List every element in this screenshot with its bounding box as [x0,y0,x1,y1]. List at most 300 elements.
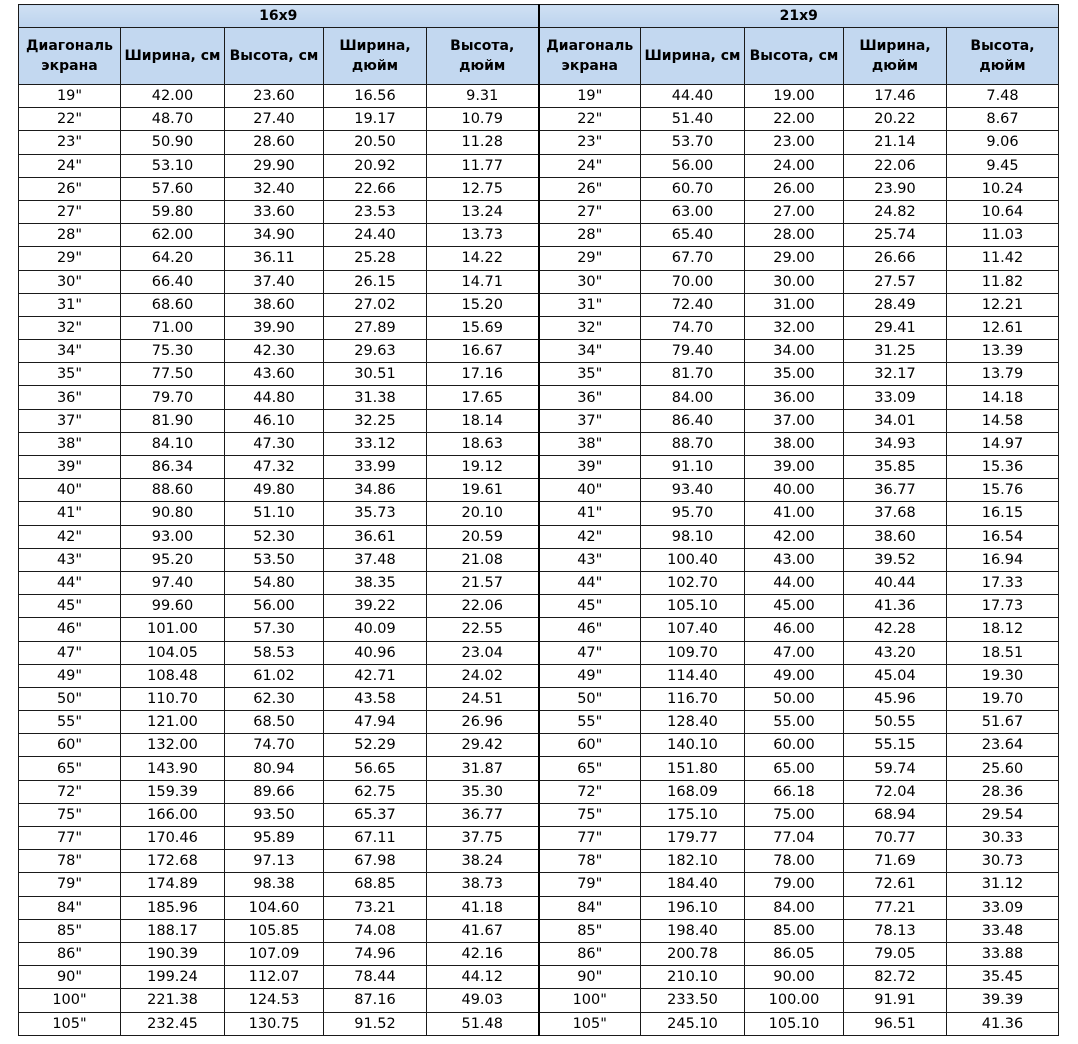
cell-width-inch: 25.74 [844,224,947,247]
cell-height-inch: 28.36 [947,780,1059,803]
cell-height-inch: 12.75 [427,177,539,200]
cell-width-inch: 91.52 [324,1012,427,1035]
table-row [19,989,1059,1012]
cell-width-cm: 77.50 [121,363,225,386]
cell-width-inch: 29.41 [844,316,947,339]
table-row [19,409,1059,432]
cell-width-inch: 50.55 [844,711,947,734]
cell-width-inch: 78.44 [324,966,427,989]
cell-diagonal: 35" [19,363,121,386]
cell-height-inch: 10.24 [947,177,1059,200]
cell-height-cm: 43.60 [225,363,324,386]
cell-height-inch: 11.77 [427,154,539,177]
cell-diagonal: 105" [539,1012,641,1035]
cell-width-cm: 109.70 [641,641,745,664]
cell-height-inch: 15.69 [427,316,539,339]
cell-width-cm: 190.39 [121,942,225,965]
cell-height-inch: 51.48 [427,1012,539,1035]
cell-height-inch: 17.73 [947,595,1059,618]
cell-height-cm: 44.80 [225,386,324,409]
cell-height-inch: 16.94 [947,548,1059,571]
table-row [19,757,1059,780]
cell-width-cm: 44.40 [641,85,745,108]
cell-width-cm: 81.90 [121,409,225,432]
cell-height-cm: 37.00 [745,409,844,432]
cell-height-cm: 31.00 [745,293,844,316]
cell-width-inch: 77.21 [844,896,947,919]
cell-width-inch: 40.44 [844,571,947,594]
cell-height-cm: 29.90 [225,154,324,177]
table-row [19,780,1059,803]
cell-width-inch: 42.71 [324,664,427,687]
cell-height-cm: 112.07 [225,966,324,989]
cell-width-inch: 45.04 [844,664,947,687]
cell-diagonal: 46" [19,618,121,641]
cell-width-inch: 67.98 [324,850,427,873]
cell-height-cm: 46.00 [745,618,844,641]
cell-height-inch: 26.96 [427,711,539,734]
cell-height-cm: 24.00 [745,154,844,177]
cell-width-inch: 23.90 [844,177,947,200]
cell-diagonal: 42" [19,525,121,548]
cell-height-inch: 42.16 [427,942,539,965]
cell-height-inch: 15.36 [947,456,1059,479]
table-row [19,942,1059,965]
cell-height-inch: 18.14 [427,409,539,432]
cell-width-cm: 98.10 [641,525,745,548]
cell-diagonal: 23" [539,131,641,154]
cell-width-inch: 38.60 [844,525,947,548]
table-row [19,664,1059,687]
cell-diagonal: 72" [539,780,641,803]
cell-height-cm: 38.60 [225,293,324,316]
cell-width-cm: 200.78 [641,942,745,965]
group-21x9: 21x9 [539,5,1059,28]
cell-diagonal: 36" [19,386,121,409]
cell-diagonal: 55" [19,711,121,734]
cell-height-cm: 19.00 [745,85,844,108]
cell-diagonal: 46" [539,618,641,641]
cell-diagonal: 55" [539,711,641,734]
cell-width-cm: 179.77 [641,827,745,850]
table-row [19,966,1059,989]
cell-width-inch: 20.50 [324,131,427,154]
cell-height-inch: 38.73 [427,873,539,896]
cell-width-cm: 67.70 [641,247,745,270]
cell-height-cm: 38.00 [745,432,844,455]
table-row [19,316,1059,339]
cell-height-inch: 21.57 [427,571,539,594]
cell-height-cm: 52.30 [225,525,324,548]
col-height-inch: Высота, дюйм [427,28,539,85]
cell-diagonal: 75" [19,803,121,826]
cell-width-inch: 40.09 [324,618,427,641]
table-row [19,548,1059,571]
cell-height-inch: 35.30 [427,780,539,803]
col-width-inch: Ширина, дюйм [844,28,947,85]
cell-width-inch: 32.25 [324,409,427,432]
cell-diagonal: 30" [539,270,641,293]
cell-height-cm: 35.00 [745,363,844,386]
cell-height-cm: 49.00 [745,664,844,687]
cell-diagonal: 47" [19,641,121,664]
cell-width-inch: 27.57 [844,270,947,293]
table-row [19,200,1059,223]
cell-width-inch: 37.48 [324,548,427,571]
cell-width-cm: 48.70 [121,108,225,131]
cell-height-inch: 51.67 [947,711,1059,734]
cell-height-inch: 23.64 [947,734,1059,757]
cell-width-inch: 72.61 [844,873,947,896]
cell-diagonal: 41" [19,502,121,525]
cell-diagonal: 49" [19,664,121,687]
cell-height-cm: 100.00 [745,989,844,1012]
cell-width-inch: 82.72 [844,966,947,989]
cell-height-inch: 44.12 [427,966,539,989]
cell-height-cm: 33.60 [225,200,324,223]
cell-height-cm: 34.90 [225,224,324,247]
cell-width-inch: 40.96 [324,641,427,664]
cell-width-cm: 75.30 [121,340,225,363]
cell-diagonal: 105" [19,1012,121,1035]
cell-width-inch: 24.40 [324,224,427,247]
cell-diagonal: 90" [19,966,121,989]
cell-width-inch: 19.17 [324,108,427,131]
cell-diagonal: 24" [19,154,121,177]
table-row [19,479,1059,502]
cell-height-inch: 41.18 [427,896,539,919]
cell-width-inch: 17.46 [844,85,947,108]
cell-width-cm: 233.50 [641,989,745,1012]
cell-height-inch: 24.51 [427,687,539,710]
cell-width-inch: 96.51 [844,1012,947,1035]
table-row [19,896,1059,919]
cell-width-cm: 60.70 [641,177,745,200]
cell-width-inch: 22.06 [844,154,947,177]
cell-height-cm: 77.04 [745,827,844,850]
cell-width-inch: 71.69 [844,850,947,873]
cell-height-cm: 74.70 [225,734,324,757]
cell-diagonal: 75" [539,803,641,826]
cell-diagonal: 72" [19,780,121,803]
cell-height-inch: 14.71 [427,270,539,293]
cell-height-inch: 11.42 [947,247,1059,270]
col-diagonal: Диагональ экрана [539,28,641,85]
table-row [19,456,1059,479]
cell-width-cm: 71.00 [121,316,225,339]
cell-diagonal: 49" [539,664,641,687]
cell-diagonal: 35" [539,363,641,386]
cell-width-cm: 97.40 [121,571,225,594]
group-16x9: 16x9 [19,5,539,28]
cell-width-inch: 35.85 [844,456,947,479]
cell-width-cm: 175.10 [641,803,745,826]
cell-diagonal: 77" [539,827,641,850]
cell-height-cm: 89.66 [225,780,324,803]
cell-width-inch: 31.25 [844,340,947,363]
cell-width-cm: 64.20 [121,247,225,270]
cell-width-inch: 26.15 [324,270,427,293]
cell-width-cm: 196.10 [641,896,745,919]
cell-diagonal: 38" [19,432,121,455]
cell-width-inch: 31.38 [324,386,427,409]
cell-diagonal: 65" [539,757,641,780]
cell-width-inch: 27.89 [324,316,427,339]
cell-width-inch: 45.96 [844,687,947,710]
cell-diagonal: 50" [539,687,641,710]
cell-width-cm: 88.70 [641,432,745,455]
cell-height-cm: 44.00 [745,571,844,594]
cell-height-cm: 130.75 [225,1012,324,1035]
cell-height-inch: 33.88 [947,942,1059,965]
cell-width-inch: 70.77 [844,827,947,850]
cell-width-cm: 70.00 [641,270,745,293]
cell-diagonal: 39" [539,456,641,479]
cell-height-inch: 14.97 [947,432,1059,455]
cell-width-cm: 79.40 [641,340,745,363]
cell-width-cm: 56.00 [641,154,745,177]
cell-width-inch: 26.66 [844,247,947,270]
cell-height-cm: 105.10 [745,1012,844,1035]
cell-width-cm: 50.90 [121,131,225,154]
cell-height-inch: 9.45 [947,154,1059,177]
cell-width-cm: 184.40 [641,873,745,896]
cell-diagonal: 22" [539,108,641,131]
cell-width-inch: 73.21 [324,896,427,919]
cell-width-inch: 20.22 [844,108,947,131]
cell-width-inch: 22.66 [324,177,427,200]
cell-height-inch: 22.55 [427,618,539,641]
cell-diagonal: 86" [539,942,641,965]
cell-width-inch: 62.75 [324,780,427,803]
table-row [19,618,1059,641]
cell-height-inch: 19.30 [947,664,1059,687]
cell-height-inch: 49.03 [427,989,539,1012]
cell-width-inch: 55.15 [844,734,947,757]
cell-width-inch: 47.94 [324,711,427,734]
cell-height-inch: 33.48 [947,919,1059,942]
cell-height-cm: 45.00 [745,595,844,618]
cell-height-inch: 7.48 [947,85,1059,108]
cell-width-cm: 65.40 [641,224,745,247]
cell-height-cm: 53.50 [225,548,324,571]
cell-height-cm: 42.30 [225,340,324,363]
cell-width-cm: 62.00 [121,224,225,247]
cell-width-inch: 68.94 [844,803,947,826]
cell-height-cm: 93.50 [225,803,324,826]
cell-height-cm: 78.00 [745,850,844,873]
col-width-cm: Ширина, см [641,28,745,85]
cell-width-cm: 88.60 [121,479,225,502]
cell-height-cm: 56.00 [225,595,324,618]
cell-width-cm: 105.10 [641,595,745,618]
cell-height-inch: 19.61 [427,479,539,502]
table-row [19,827,1059,850]
group-header-row [19,5,1059,28]
cell-diagonal: 84" [19,896,121,919]
cell-height-cm: 68.50 [225,711,324,734]
cell-height-cm: 23.60 [225,85,324,108]
cell-diagonal: 32" [539,316,641,339]
cell-width-cm: 72.40 [641,293,745,316]
cell-width-cm: 42.00 [121,85,225,108]
table-row [19,1012,1059,1035]
cell-diagonal: 30" [19,270,121,293]
cell-diagonal: 40" [539,479,641,502]
cell-width-cm: 166.00 [121,803,225,826]
cell-width-inch: 28.49 [844,293,947,316]
cell-height-inch: 41.67 [427,919,539,942]
cell-width-cm: 99.60 [121,595,225,618]
cell-height-inch: 13.39 [947,340,1059,363]
cell-width-cm: 51.40 [641,108,745,131]
screen-size-table [18,4,1059,1036]
cell-width-cm: 232.45 [121,1012,225,1035]
cell-height-cm: 124.53 [225,989,324,1012]
cell-height-cm: 57.30 [225,618,324,641]
cell-height-cm: 39.00 [745,456,844,479]
cell-width-cm: 84.10 [121,432,225,455]
cell-width-inch: 36.61 [324,525,427,548]
size-table-container [18,4,1059,1036]
table-row [19,363,1059,386]
cell-width-cm: 188.17 [121,919,225,942]
cell-height-cm: 79.00 [745,873,844,896]
cell-height-inch: 38.24 [427,850,539,873]
cell-height-cm: 26.00 [745,177,844,200]
cell-height-cm: 95.89 [225,827,324,850]
cell-height-inch: 18.63 [427,432,539,455]
cell-width-inch: 74.08 [324,919,427,942]
cell-height-inch: 21.08 [427,548,539,571]
cell-width-cm: 95.70 [641,502,745,525]
table-row [19,919,1059,942]
cell-width-cm: 107.40 [641,618,745,641]
cell-width-inch: 87.16 [324,989,427,1012]
cell-height-cm: 62.30 [225,687,324,710]
table-row [19,340,1059,363]
cell-height-inch: 11.03 [947,224,1059,247]
table-row [19,177,1059,200]
cell-width-cm: 90.80 [121,502,225,525]
cell-width-inch: 39.22 [324,595,427,618]
cell-width-cm: 210.10 [641,966,745,989]
cell-height-cm: 46.10 [225,409,324,432]
cell-diagonal: 28" [19,224,121,247]
cell-height-cm: 66.18 [745,780,844,803]
table-row [19,154,1059,177]
cell-height-cm: 58.53 [225,641,324,664]
cell-height-inch: 16.54 [947,525,1059,548]
cell-width-inch: 42.28 [844,618,947,641]
cell-height-inch: 10.64 [947,200,1059,223]
cell-diagonal: 24" [539,154,641,177]
cell-width-cm: 100.40 [641,548,745,571]
cell-height-inch: 20.59 [427,525,539,548]
table-row [19,711,1059,734]
cell-width-cm: 143.90 [121,757,225,780]
cell-diagonal: 34" [19,340,121,363]
cell-diagonal: 26" [539,177,641,200]
cell-height-inch: 18.51 [947,641,1059,664]
cell-diagonal: 36" [539,386,641,409]
cell-height-cm: 80.94 [225,757,324,780]
cell-width-inch: 59.74 [844,757,947,780]
cell-height-cm: 32.00 [745,316,844,339]
cell-width-inch: 37.68 [844,502,947,525]
cell-height-inch: 18.12 [947,618,1059,641]
cell-width-inch: 33.99 [324,456,427,479]
cell-height-inch: 14.18 [947,386,1059,409]
cell-diagonal: 50" [19,687,121,710]
cell-width-cm: 59.80 [121,200,225,223]
cell-height-cm: 27.40 [225,108,324,131]
cell-diagonal: 65" [19,757,121,780]
table-row [19,525,1059,548]
cell-height-cm: 40.00 [745,479,844,502]
cell-width-cm: 199.24 [121,966,225,989]
cell-diagonal: 60" [19,734,121,757]
cell-width-cm: 79.70 [121,386,225,409]
cell-width-cm: 168.09 [641,780,745,803]
cell-height-inch: 22.06 [427,595,539,618]
cell-height-inch: 30.73 [947,850,1059,873]
cell-height-cm: 47.30 [225,432,324,455]
cell-height-inch: 12.21 [947,293,1059,316]
cell-height-inch: 11.82 [947,270,1059,293]
table-row [19,850,1059,873]
cell-height-cm: 32.40 [225,177,324,200]
cell-diagonal: 37" [19,409,121,432]
cell-diagonal: 47" [539,641,641,664]
cell-height-cm: 90.00 [745,966,844,989]
cell-height-inch: 24.02 [427,664,539,687]
cell-width-cm: 185.96 [121,896,225,919]
cell-width-inch: 21.14 [844,131,947,154]
cell-diagonal: 28" [539,224,641,247]
cell-diagonal: 31" [19,293,121,316]
cell-width-cm: 128.40 [641,711,745,734]
cell-height-inch: 8.67 [947,108,1059,131]
cell-diagonal: 23" [19,131,121,154]
cell-width-inch: 43.20 [844,641,947,664]
cell-diagonal: 90" [539,966,641,989]
cell-diagonal: 86" [19,942,121,965]
cell-height-cm: 98.38 [225,873,324,896]
cell-height-cm: 85.00 [745,919,844,942]
column-header-row [19,28,1059,85]
cell-diagonal: 100" [539,989,641,1012]
cell-diagonal: 27" [539,200,641,223]
cell-height-cm: 107.09 [225,942,324,965]
cell-width-inch: 43.58 [324,687,427,710]
cell-height-inch: 37.75 [427,827,539,850]
cell-diagonal: 85" [19,919,121,942]
cell-height-inch: 15.76 [947,479,1059,502]
cell-diagonal: 19" [19,85,121,108]
cell-diagonal: 60" [539,734,641,757]
cell-height-inch: 20.10 [427,502,539,525]
cell-width-cm: 95.20 [121,548,225,571]
cell-height-inch: 14.58 [947,409,1059,432]
table-row [19,293,1059,316]
cell-width-inch: 34.01 [844,409,947,432]
cell-diagonal: 38" [539,432,641,455]
cell-diagonal: 84" [539,896,641,919]
cell-height-cm: 28.00 [745,224,844,247]
cell-width-cm: 84.00 [641,386,745,409]
cell-height-cm: 97.13 [225,850,324,873]
